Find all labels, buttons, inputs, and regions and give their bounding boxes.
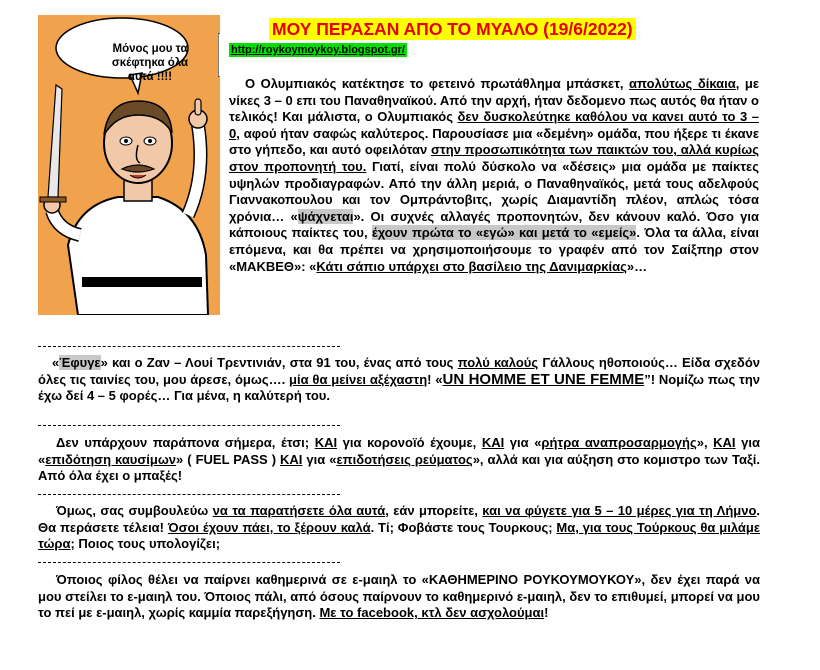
separator-line (38, 346, 340, 347)
separator-line (38, 562, 340, 563)
paragraph-trintignant: «Έφυγε» και ο Ζαν – Λουί Τρεντινιάν, στα 91 του, ένας από τους πολύ καλούς Γάλλους ηθοποιούς… Είδα σχεδόν όλες τις ταινίες του, μου άρεσε, όμως…. μία θα μείνει αξέχαστη! «UN HOMME ET UNE FEMME”! Νομίζω πως την έχω δεί 4 – 5 φορές… Για μένα, η καλύτερή του. (38, 355, 761, 404)
speech-bubble-text: Μόνος μου τα σκέφτηκα όλα αυτά !!!! (111, 43, 189, 83)
page-title: ΜΟΥ ΠΕΡΑΣΑΝ ΑΠΟ ΤΟ ΜΥΑΛΟ (19/6/2022) (269, 18, 636, 40)
author-portrait (218, 33, 220, 77)
paragraph-email: Όποιος φίλος θέλει να παίρνει καθημερινά σε ε-μαιηλ το «ΚΑΘΗΜΕΡΙΝΟ ΡΟΥΚΟΥΜΟΥΚΟΥ», δεν έχει παρά να μου στείλει το ε-μαιηλ του. Όποιος πάλι, από όσους παίρνουν το καθημερινό ε-μαιηλ, δεν το επιθυμεί, μπορεί να μου το πεί με ε-μαιηλ, χωρίς καμμία παρεξήγηση. Με το facebook, κτλ δεν ασχολούμαι! (38, 572, 760, 621)
cartoon-illustration (38, 15, 220, 315)
separator-line (38, 425, 340, 426)
paragraph-limnos: Όμως, σας συμβουλεύω να τα παρατήσετε όλα αυτά, εάν μπορείτε, και να φύγετε για 5 – 10 μέρες για τη Λήμνο. Θα περάσετε τέλεια! Όσοι έχουν πάει, το ξέρουν καλά. Τί; Φοβάστε τους Τουρκους; Μα, για τους Τούρκους θα μιλάμε τώρα; Ποιος τους υπολογίζει; (38, 503, 761, 552)
blog-link[interactable]: http://roykoymoykoy.blogspot.gr/ (231, 44, 405, 56)
separator-line (38, 494, 340, 495)
paragraph-olympiacos: Ο Ολυμπιακός κατέκτησε το φετεινό πρωτάθλημα μπάσκετ, απολύτως δίκαια, με νίκες 3 – 0 επι του Παναθηναϊκού. Από την αρχή, ήταν δεδομενο πως αυτός θα ήταν ο τελικός! Και μάλιστα, ο Ολυμπιακός δεν δυσκολεύτηκε καθόλου να κανει αυτό το 3 – 0, αφού ήταν σαφώς καλύτερος. Παρουσίασε μια «δεμένη» ομάδα, που ήξερε τι έκανε στο γήπεδο, και αυτό οφειλόταν στην προσωπικότητα των παικτών του, αλλά κυρίως στον προπονητή του. Γιατί, είναι πολύ δύσκολο να «δέσεις» μια ομάδα με παίκτες υψηλών προδιαγραφών. Από την άλλη μεριά, ο Παναθηναϊκός, μετά τους αδελφούς Γιαννακοπουλου και τον Ομπράντοβιτς, χωρίς Διαμαντίδη πλέον, απλώς τόσα χρόνια… «ψάχνεται». Οι συχνές αλλαγές προπονητών, δεν κάνουν καλό. Όσο για κάποιους παίκτες του, έχουν πρώτα το «εγώ» και μετά το «εμείς». Όλα τα άλλα, είναι επόμενα, και θα πρέπει να χρησιμοποιήσουμε το γραφέν από τον Σαίξπηρ στον «ΜΑΚΒΕΘ»: «Κάτι σάπιο υπάρχει στο βασίλειο της Δανιμαρκίας»… (229, 76, 759, 274)
paragraph-subsidies: Δεν υπάρχουν παράπονα σήμερα, έτσι; ΚΑΙ για κορονοϊό έχουμε, ΚΑΙ για «ρήτρα αναπροσαρμογής», ΚΑΙ για «επιδότηση καυσίμων» ( FUEL PASS ) ΚΑΙ για «επιδοτήσεις ρεύματος», αλλά και για αύξηση στο κομιστρο των Ταξί. Από όλα έχει ο μπαξές! (38, 435, 760, 484)
